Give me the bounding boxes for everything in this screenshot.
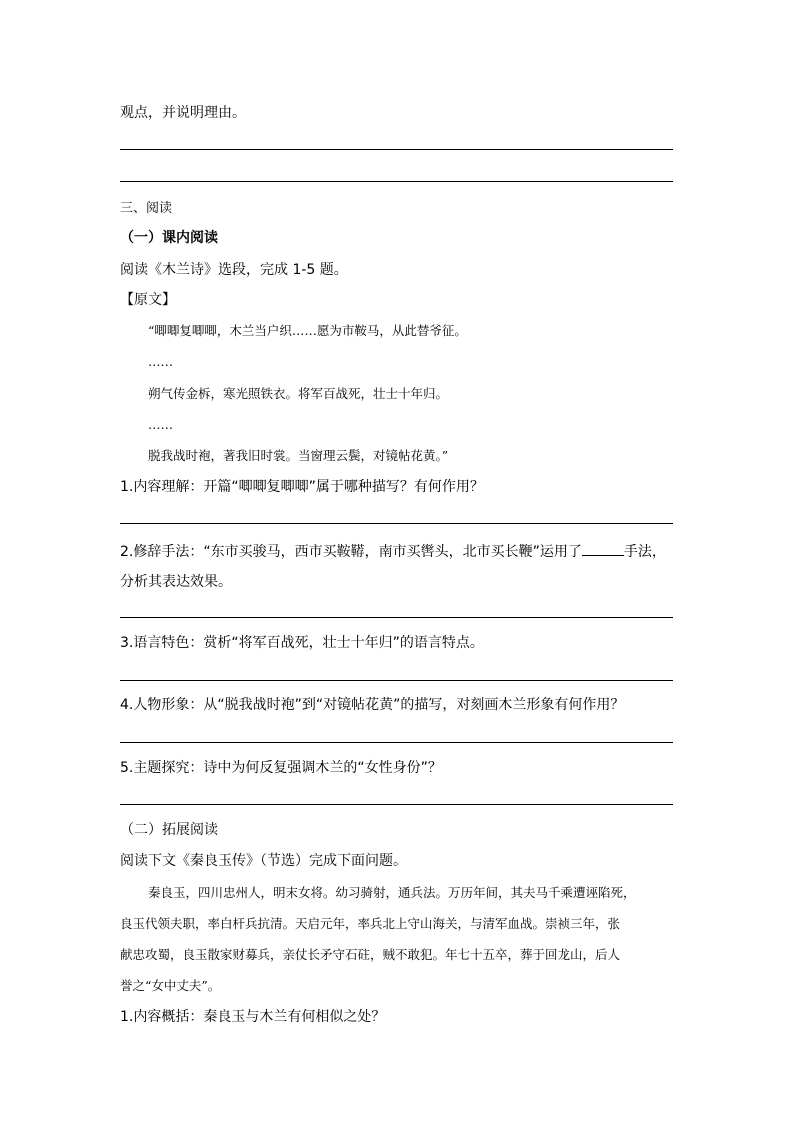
question-4: 4.人物形象：从“脱我战时袍”到“对镜帖花黄”的描写，对刻画木兰形象有何作用？: [120, 697, 625, 713]
passage-line: 誉之“女中丈夫”。: [120, 978, 221, 993]
question-2-suffix: 手法，: [623, 544, 666, 560]
answer-line: [120, 742, 673, 743]
answer-line: [120, 804, 673, 805]
intro-tail-text: 观点，并说明理由。: [120, 105, 246, 121]
poem-line: 脱我战时袍，著我旧时裳。当窗理云鬓，对镜帖花黄。”: [148, 448, 449, 463]
part2-title: （二）拓展阅读: [120, 822, 218, 838]
part1-title: （一）课内阅读: [120, 230, 218, 246]
question-5: 5.主题探究：诗中为何反复强调木兰的“女性身份”？: [120, 760, 442, 776]
part2-instruction: 阅读下文《秦良玉传》（节选）完成下面问题。: [120, 853, 407, 869]
passage-line: 献忠攻蜀，良玉散家财募兵，亲仗长矛守石砫，贼不敢犯。年七十五卒，葬于回龙山，后人: [120, 947, 621, 962]
poem-line: “唧唧复唧唧，木兰当户织……愿为市鞍马，从此替爷征。: [148, 323, 467, 338]
question-2: [120, 541, 666, 561]
part2-question-1: 1.内容概括：秦良玉与木兰有何相似之处？: [120, 1009, 386, 1025]
fill-blank[interactable]: [582, 541, 624, 556]
passage-line: 良玉代领夫职，率白杆兵抗清。天启元年，率兵北上守山海关，与清军血战。崇祯三年，张: [120, 916, 621, 931]
answer-line: [120, 617, 673, 618]
poem-line: 朔气传金柝，寒光照铁衣。将军百战死，壮士十年归。: [148, 386, 449, 401]
part1-instruction: 阅读《木兰诗》选段，完成 1-5 题。: [120, 262, 348, 278]
question-1: 1.内容理解：开篇“唧唧复唧唧”属于哪种描写？有何作用？: [120, 479, 484, 495]
source-label: 【原文】: [120, 292, 176, 308]
answer-line: [120, 149, 673, 150]
poem-ellipsis: ……: [148, 417, 173, 432]
question-3: 3.语言特色：赏析“将军百战死，壮士十年归”的语言特点。: [120, 635, 484, 651]
poem-ellipsis: ……: [148, 354, 173, 369]
section3-title: 三、阅读: [120, 201, 173, 216]
answer-line: [120, 680, 673, 681]
question-2-line2: 分析其表达效果。: [120, 574, 232, 590]
passage-line: 秦良玉，四川忠州人，明末女将。幼习骑射，通兵法。万历年间，其夫马千乘遭诬陷死，: [148, 885, 636, 900]
answer-line: [120, 181, 673, 182]
question-2-text: 2.修辞手法：“东市买骏马，西市买鞍鞯，南市买辔头，北市买长鞭”运用了: [120, 544, 582, 560]
answer-line: [120, 523, 673, 524]
